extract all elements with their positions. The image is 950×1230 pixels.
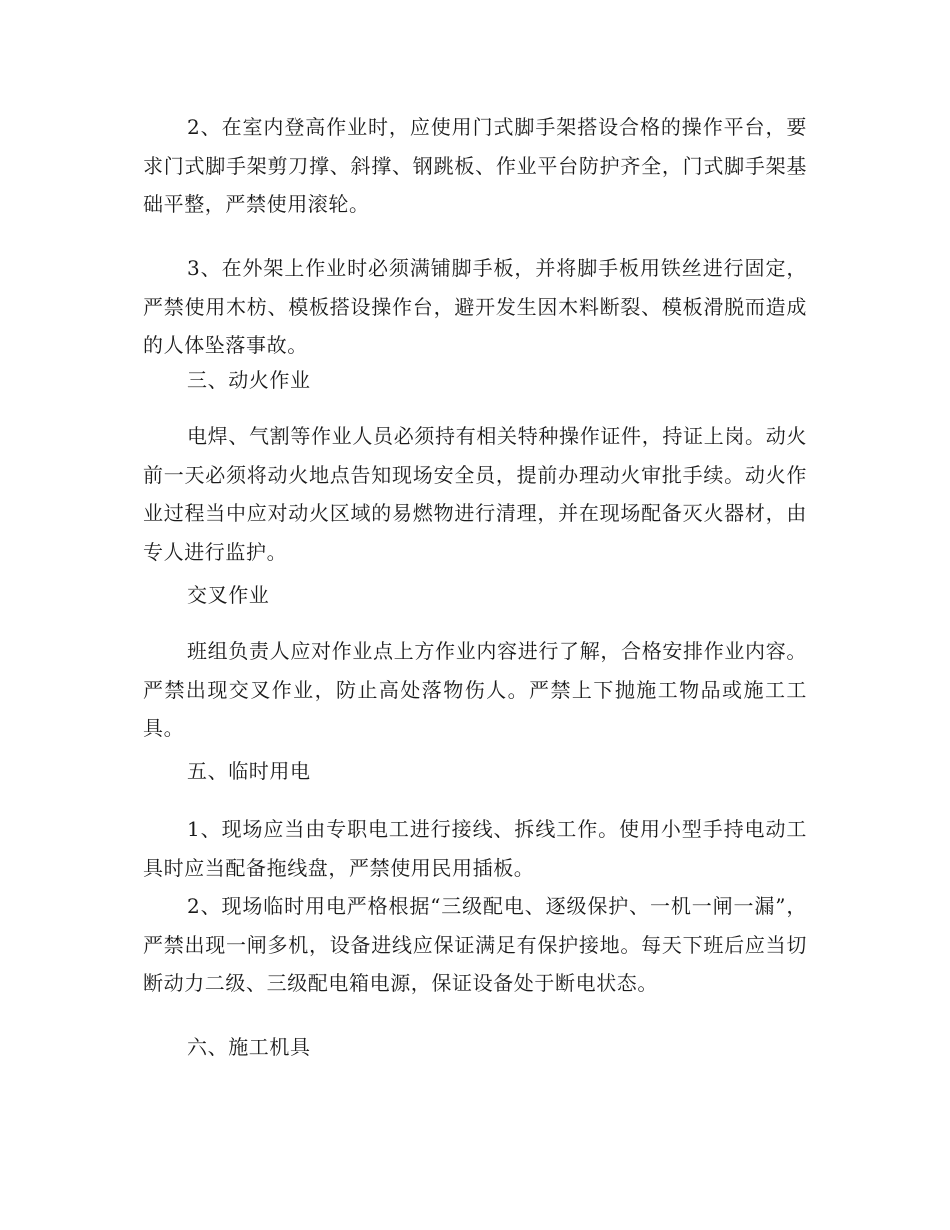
paragraph-electrician: 1、现场应当由专职电工进行接线、拆线工作。使用小型手持电动工具时应当配备拖线盘，严禁使用民用插板。 [143, 817, 807, 880]
paragraph-hot-work: 电焊、气割等作业人员必须持有相关特种操作证件，持证上岗。动火前一天必须将动火地点告知现场安全员，提前办理动火审批手续。动火作业过程当中应对动火区域的易燃物进行清理，并在现场配备灭火器材，由专人进行监护。 [143, 424, 807, 564]
section-heading-hot-work: 三、动火作业 [187, 368, 311, 392]
section-heading-construction-equipment: 六、施工机具 [187, 1035, 311, 1059]
paragraph-cross-work: 班组负责人应对作业点上方作业内容进行了解，合格安排作业内容。严禁出现交叉作业，防止高处落物伤人。严禁上下抛施工物品或施工工具。 [143, 639, 807, 740]
paragraph-indoor-climbing: 2、在室内登高作业时，应使用门式脚手架搭设合格的操作平台，要求门式脚手架剪刀撑、斜撑、钢跳板、作业平台防护齐全，门式脚手架基础平整，严禁使用滚轮。 [143, 115, 807, 216]
paragraph-power-distribution: 2、现场临时用电严格根据“三级配电、逐级保护、一机一闸一漏”，严禁出现一闸多机，设备进线应保证满足有保护接地。每天下班后应当切断动力二级、三级配电箱电源，保证设备处于断电状态。 [143, 894, 807, 995]
section-heading-temporary-power: 五、临时用电 [187, 759, 311, 783]
section-heading-cross-work: 交叉作业 [187, 583, 270, 607]
paragraph-external-scaffold: 3、在外架上作业时必须满铺脚手板，并将脚手板用铁丝进行固定，严禁使用木枋、模板搭设操作台，避开发生因木料断裂、模板滑脱而造成的人体坠落事故。 [143, 256, 807, 357]
